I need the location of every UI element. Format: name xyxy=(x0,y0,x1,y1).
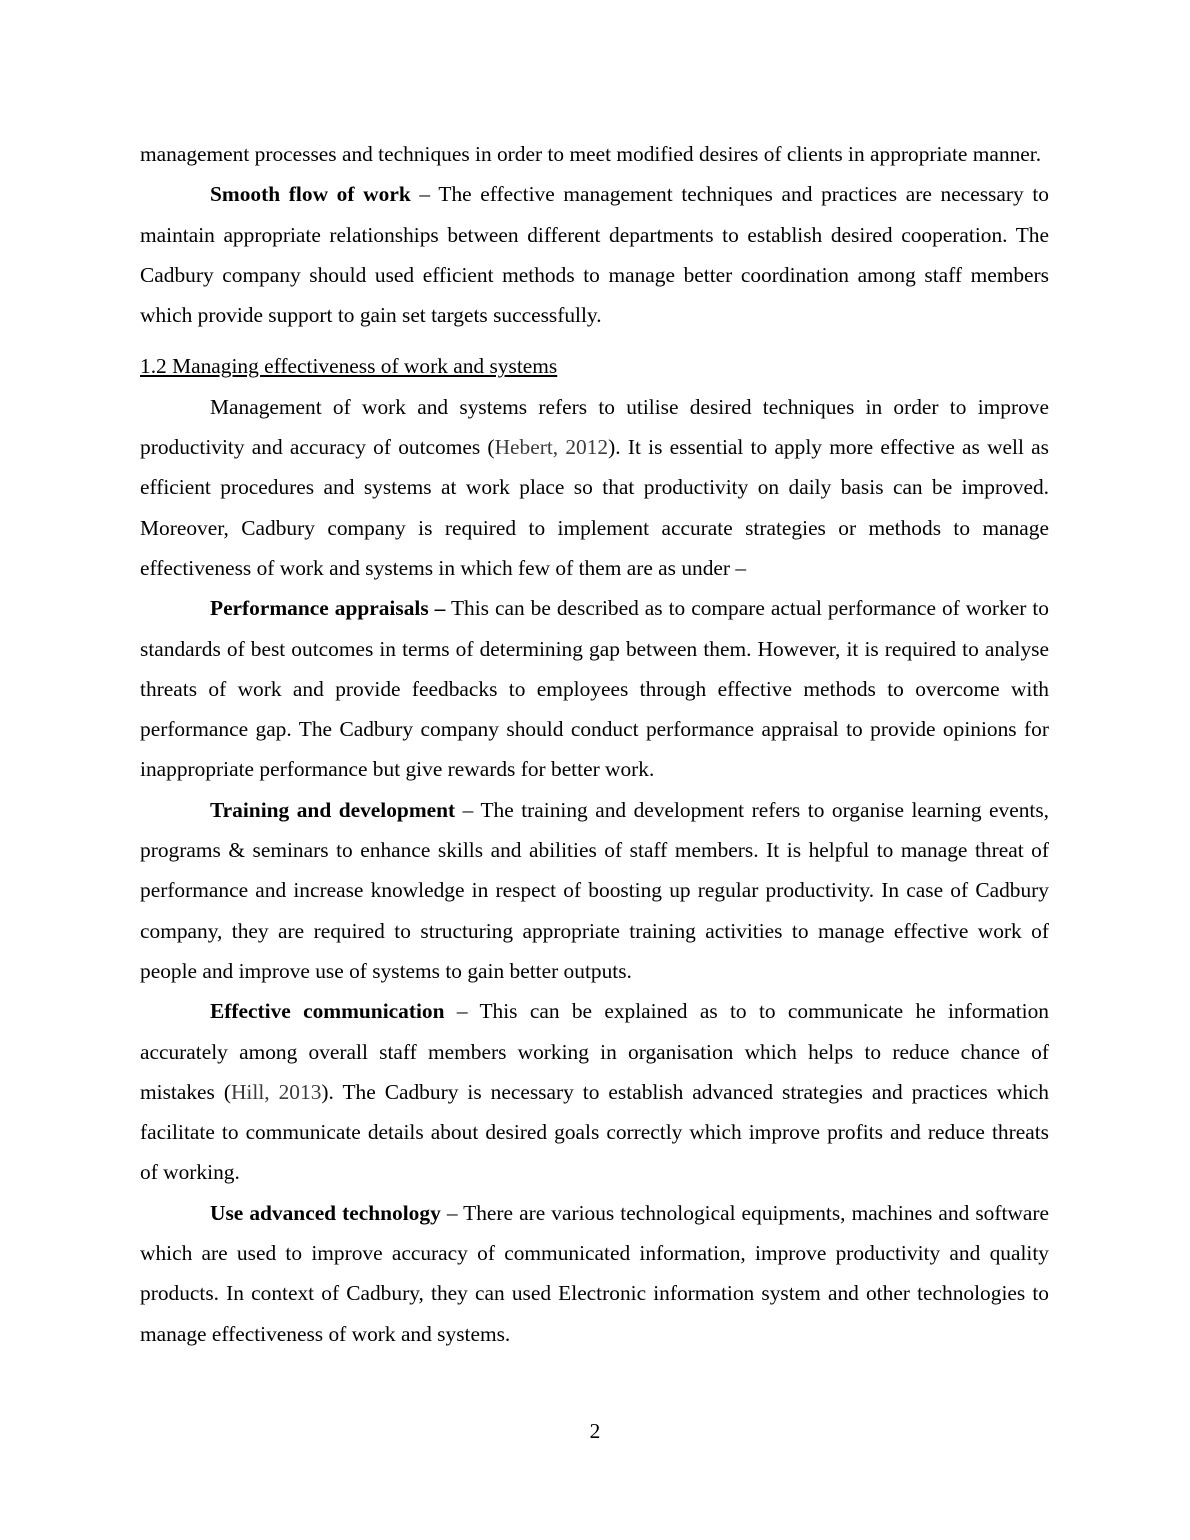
training-development-text: – The training and development refers to organise learning events, programs & seminars to enhance skills and abilities of staff members. It is helpful to manage threat of performance and increase knowledge in respect of boosting up regular productivity. In case of Cadbury company, they are required to structuring appropriate training activities to manage effective work of people and improve use of systems to gain better outputs. xyxy=(140,797,1050,983)
citation-hill: Hill, 2013 xyxy=(230,1079,322,1104)
intro-text-before-cite: Management of work and systems refers to utilise desired techniques in order to improve productivity and accuracy of outcomes ( xyxy=(140,394,1049,460)
intro-text-after-cite: ). It is essential to apply more effective as well as efficient procedures and systems at work place so that productivity on daily basis can be improved. Moreover, Cadbury company is required to implement accurate strategies or methods to manage effectiveness of work and systems in which few of them are as under – xyxy=(140,435,1049,580)
training-development-term: Training and development xyxy=(210,797,456,822)
effective-communication-term: Effective communication xyxy=(210,999,445,1024)
performance-appraisals-text: This can be described as to compare actual performance of worker to standards of best outcomes in terms of determining gap between them. However, it is required to analyse threats of work and provide feedbacks to employees through effective methods to overcome with performance gap. The Cadbury company should conduct performance appraisal to provide opinions for inappropriate performance but give rewards for better work. xyxy=(140,596,1049,782)
effective-communication-text-after-cite: ). The Cadbury is necessary to establish advanced strategies and practices which facilitate to communicate details about desired goals correctly which improve profits and reduce threats of working. xyxy=(140,1079,1049,1185)
effective-communication-paragraph xyxy=(140,991,1049,1192)
smooth-flow-term: Smooth flow of work xyxy=(210,182,411,207)
advanced-technology-term: Use advanced technology xyxy=(210,1200,441,1225)
advanced-technology-paragraph xyxy=(140,1193,1049,1354)
advanced-technology-text: – There are various technological equipments, machines and software which are used to improve accuracy of communicated information, improve productivity and quality products. In context of Cadbury, they can used Electronic information system and other technologies to manage effectiveness of work and systems. xyxy=(140,1200,1049,1346)
smooth-flow-text: – The effective management techniques and practices are necessary to maintain appropriate relationships between different departments to establish desired cooperation. The Cadbury company should used efficient methods to manage better coordination among staff members which provide support to gain set targets successfully. xyxy=(140,182,1049,328)
page-number: 2 xyxy=(589,1419,601,1443)
citation-hebert: Hebert, 2012 xyxy=(494,435,609,460)
smooth-flow-paragraph xyxy=(140,174,1049,335)
intro-paragraph xyxy=(140,387,1049,588)
performance-appraisals-term: Performance appraisals – xyxy=(210,596,446,621)
performance-appraisals-paragraph xyxy=(140,588,1049,789)
section-heading: 1.2 Managing effectiveness of work and systems xyxy=(140,354,558,379)
document-page xyxy=(140,134,1049,1354)
effective-communication-text-before-cite: – This can be explained as to to communicate he information accurately among overall staff members working in organisation which helps to reduce chance of mistakes ( xyxy=(140,999,1049,1104)
training-development-paragraph xyxy=(140,790,1049,991)
continuation-paragraph: management processes and techniques in order to meet modified desires of clients in appropriate manner. xyxy=(140,142,1042,166)
